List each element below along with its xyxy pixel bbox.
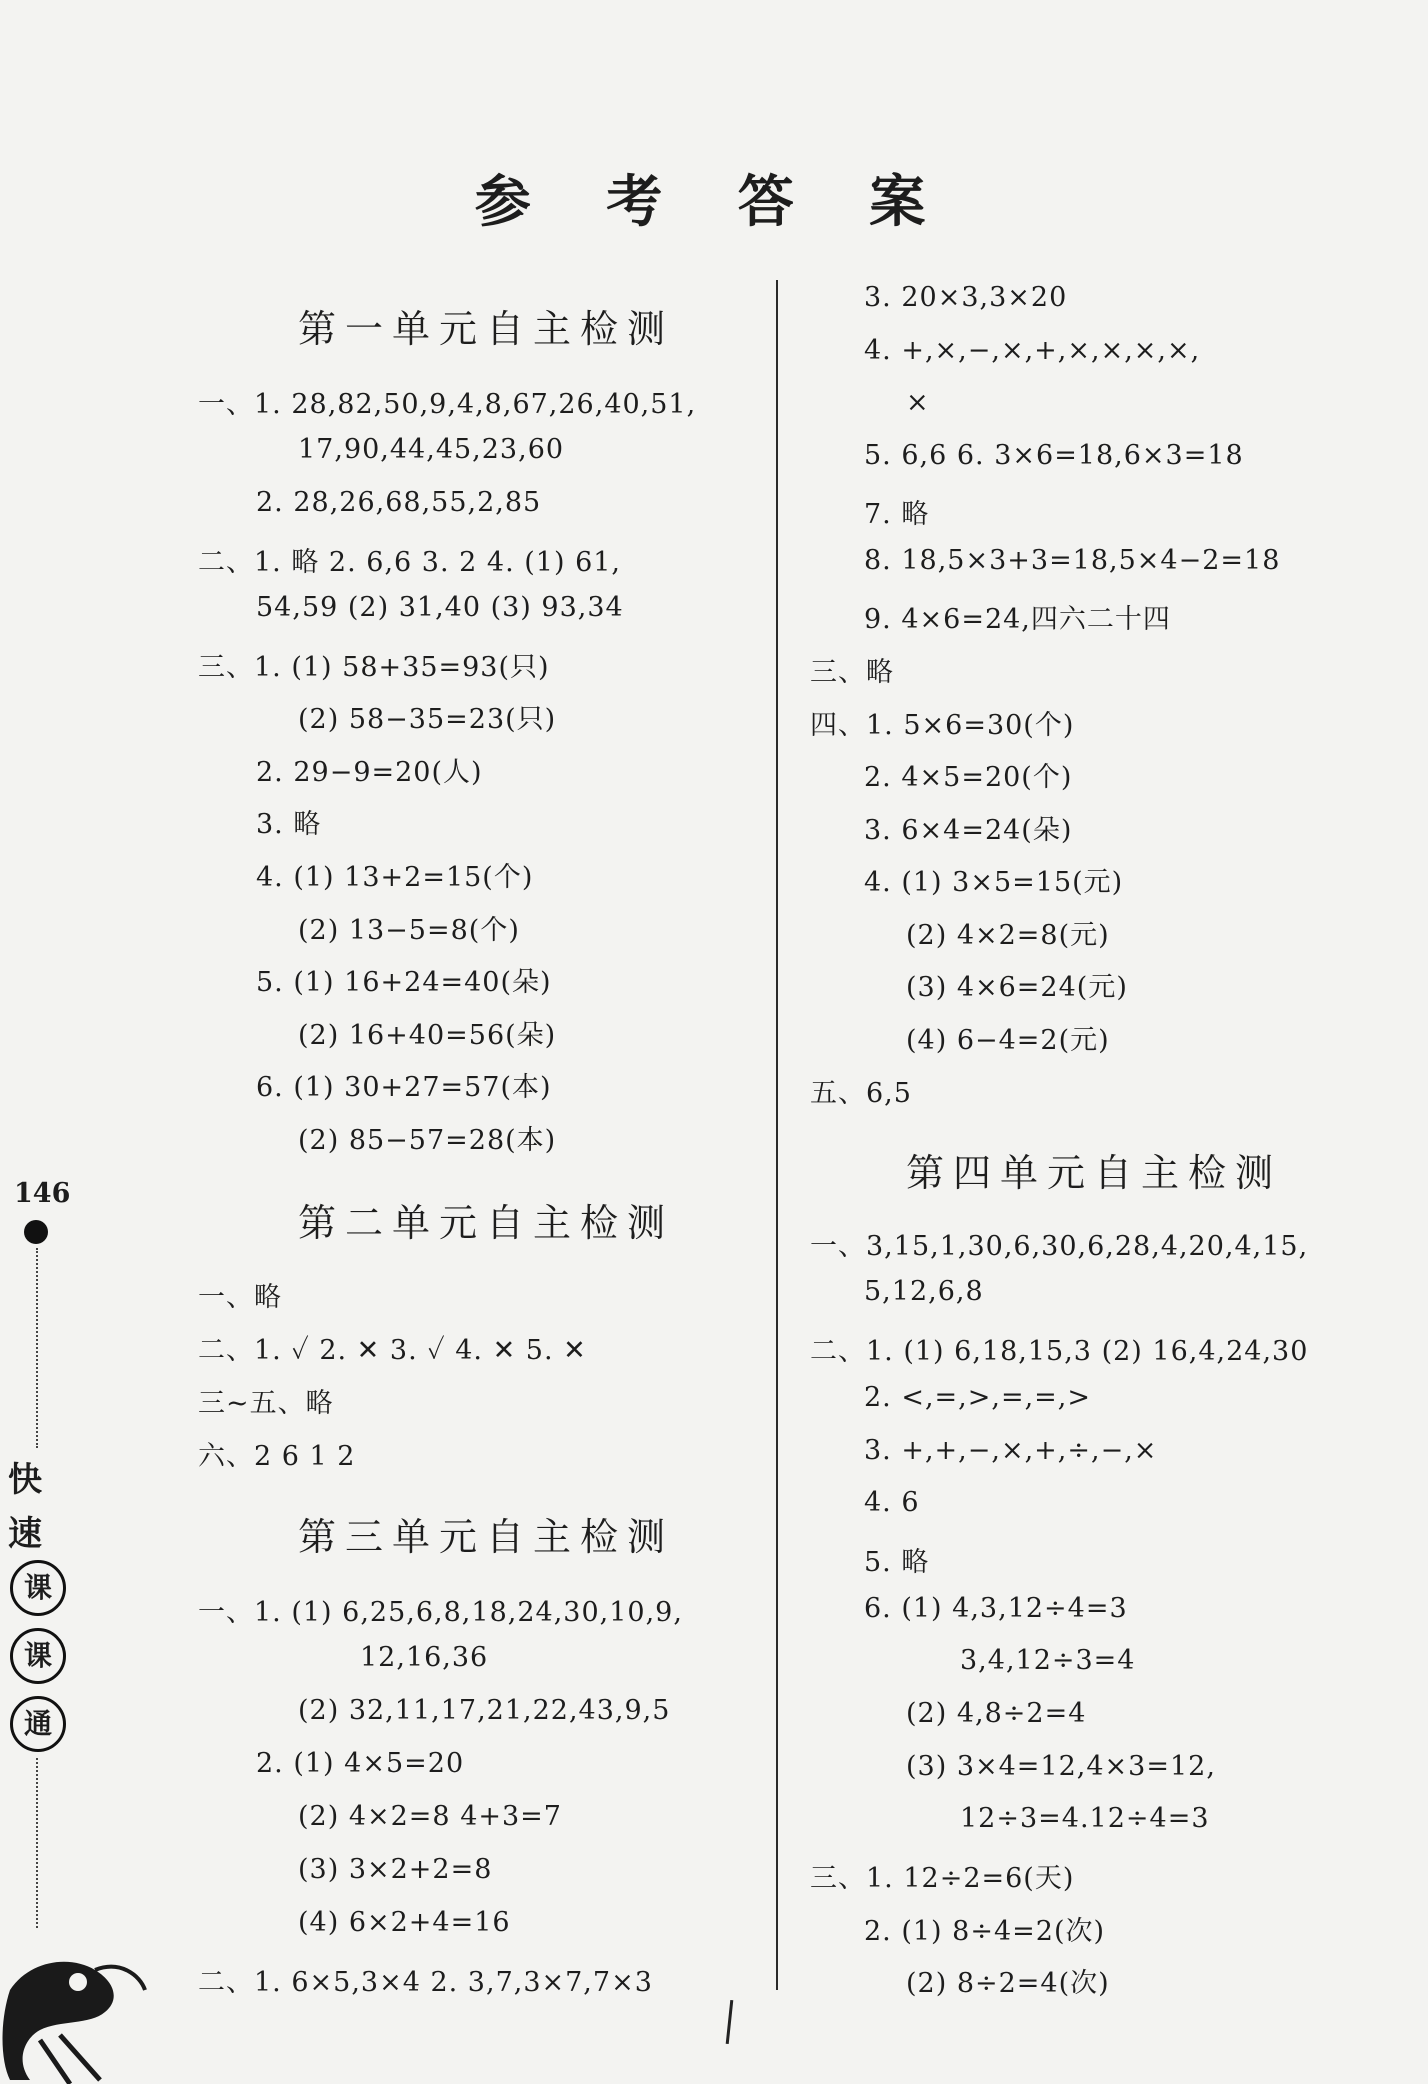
answer-line: ×: [906, 387, 930, 418]
answer-line: (2) 16+40=56(朵): [298, 1020, 557, 1051]
answer-line: 3. 略: [256, 809, 322, 840]
answer-line: 5. 略: [864, 1547, 930, 1578]
answer-line: 6. (1) 30+27=57(本): [256, 1072, 552, 1103]
stray-pen-mark: [726, 2000, 734, 2044]
section-heading-unit2: 第二单元自主检测: [298, 1201, 675, 1245]
answer-line: 5,12,6,8: [864, 1276, 984, 1307]
answer-line: 3. 6×4=24(朵): [864, 815, 1073, 846]
margin-dotted-line: [36, 1248, 38, 1448]
answer-line: 2. (1) 4×5=20: [256, 1748, 465, 1779]
answer-line: 二、1. (1) 6,18,15,3 (2) 16,4,24,30: [810, 1336, 1309, 1367]
answer-line: 三、1. (1) 58+35=93(只): [198, 652, 550, 683]
answer-line: 4. 6: [864, 1487, 920, 1518]
answer-line: 2. <,=,>,=,=,>: [864, 1382, 1091, 1413]
answer-line: 2. 4×5=20(个): [864, 762, 1073, 793]
brand-char-circled: 课: [10, 1560, 66, 1616]
answer-line: 17,90,44,45,23,60: [298, 434, 565, 465]
answer-line: 6. (1) 4,3,12÷4=3: [864, 1593, 1128, 1624]
section-heading-unit1: 第一单元自主检测: [298, 307, 675, 351]
answer-line: 二、1. ✓ 2. ✕ 3. ✓ 4. ✕ 5. ✕: [198, 1335, 587, 1366]
brand-char-circled: 课: [10, 1628, 66, 1684]
answer-line: 5. 6,6 6. 3×6=18,6×3=18: [864, 440, 1244, 471]
brand-char-circled: 通: [10, 1696, 66, 1752]
answer-line: 四、1. 5×6=30(个): [810, 710, 1075, 741]
margin-dot: [24, 1220, 48, 1244]
answer-line: 4. (1) 3×5=15(元): [864, 867, 1124, 898]
answer-line: 54,59 (2) 31,40 (3) 93,34: [256, 592, 624, 623]
answer-line: 3. +,+,−,×,+,÷,−,×: [864, 1435, 1158, 1466]
answer-line: 六、2 6 1 2: [198, 1441, 356, 1472]
answer-line: (2) 85−57=28(本): [298, 1125, 557, 1156]
answer-line: 7. 略: [864, 499, 930, 530]
answer-line: (4) 6−4=2(元): [906, 1025, 1110, 1056]
answer-line: 二、1. 略 2. 6,6 3. 2 4. (1) 61,: [198, 547, 622, 578]
answer-line: 三、略: [810, 657, 894, 688]
answer-line: 五、6,5: [810, 1078, 912, 1109]
answer-line: 一、1. (1) 6,25,6,8,18,24,30,10,9,: [198, 1597, 683, 1628]
answer-line: 4. (1) 13+2=15(个): [256, 862, 534, 893]
answer-line: (2) 58−35=23(只): [298, 704, 557, 735]
answer-line: 12,16,36: [360, 1642, 489, 1673]
answer-line: 3,4,12÷3=4: [960, 1645, 1136, 1676]
answer-line: 三~五、略: [198, 1388, 334, 1419]
answer-line: (2) 4,8÷2=4: [906, 1698, 1087, 1729]
answer-line: 2. (1) 8÷4=2(次): [864, 1916, 1106, 1947]
page-title: 参 考 答 案: [474, 170, 954, 235]
answer-line: (2) 32,11,17,21,22,43,9,5: [298, 1695, 671, 1726]
margin-dotted-line: [36, 1758, 38, 1928]
answer-line: 12÷3=4.12÷4=3: [960, 1803, 1210, 1834]
answer-line: 一、略: [198, 1282, 282, 1313]
answer-line: (3) 3×4=12,4×3=12,: [906, 1751, 1216, 1782]
answer-line: 一、3,15,1,30,6,30,6,28,4,20,4,15,: [810, 1231, 1309, 1262]
answer-line: 2. 28,26,68,55,2,85: [256, 487, 542, 518]
section-heading-unit3: 第三单元自主检测: [298, 1515, 675, 1559]
answer-line: (4) 6×2+4=16: [298, 1907, 511, 1938]
answer-line: (2) 4×2=8 4+3=7: [298, 1801, 562, 1832]
answer-line: (3) 4×6=24(元): [906, 972, 1128, 1003]
brand-char: 快: [8, 1460, 42, 1500]
answer-line: (2) 8÷2=4(次): [906, 1968, 1110, 1999]
answer-line: (3) 3×2+2=8: [298, 1854, 493, 1885]
column-divider: [776, 280, 778, 1990]
answer-line: (2) 13−5=8(个): [298, 915, 520, 946]
answer-line: 二、1. 6×5,3×4 2. 3,7,3×7,7×3: [198, 1967, 653, 1998]
answer-line: 8. 18,5×3+3=18,5×4−2=18: [864, 545, 1281, 576]
section-heading-unit4: 第四单元自主检测: [906, 1151, 1283, 1195]
answer-line: 9. 4×6=24,四六二十四: [864, 604, 1171, 635]
page-number: 146: [14, 1178, 71, 1209]
answer-line: 5. (1) 16+24=40(朵): [256, 967, 552, 998]
ink-decoration-icon: [0, 1930, 150, 2084]
answer-line: (2) 4×2=8(元): [906, 920, 1110, 951]
brand-char: 速: [8, 1514, 42, 1554]
answer-line: 2. 29−9=20(人): [256, 757, 483, 788]
answer-line: 3. 20×3,3×20: [864, 282, 1068, 313]
answer-line: 4. +,×,−,×,+,×,×,×,×,: [864, 335, 1201, 366]
answer-line: 三、1. 12÷2=6(天): [810, 1863, 1075, 1894]
answer-line: 一、1. 28,82,50,9,4,8,67,26,40,51,: [198, 389, 697, 420]
